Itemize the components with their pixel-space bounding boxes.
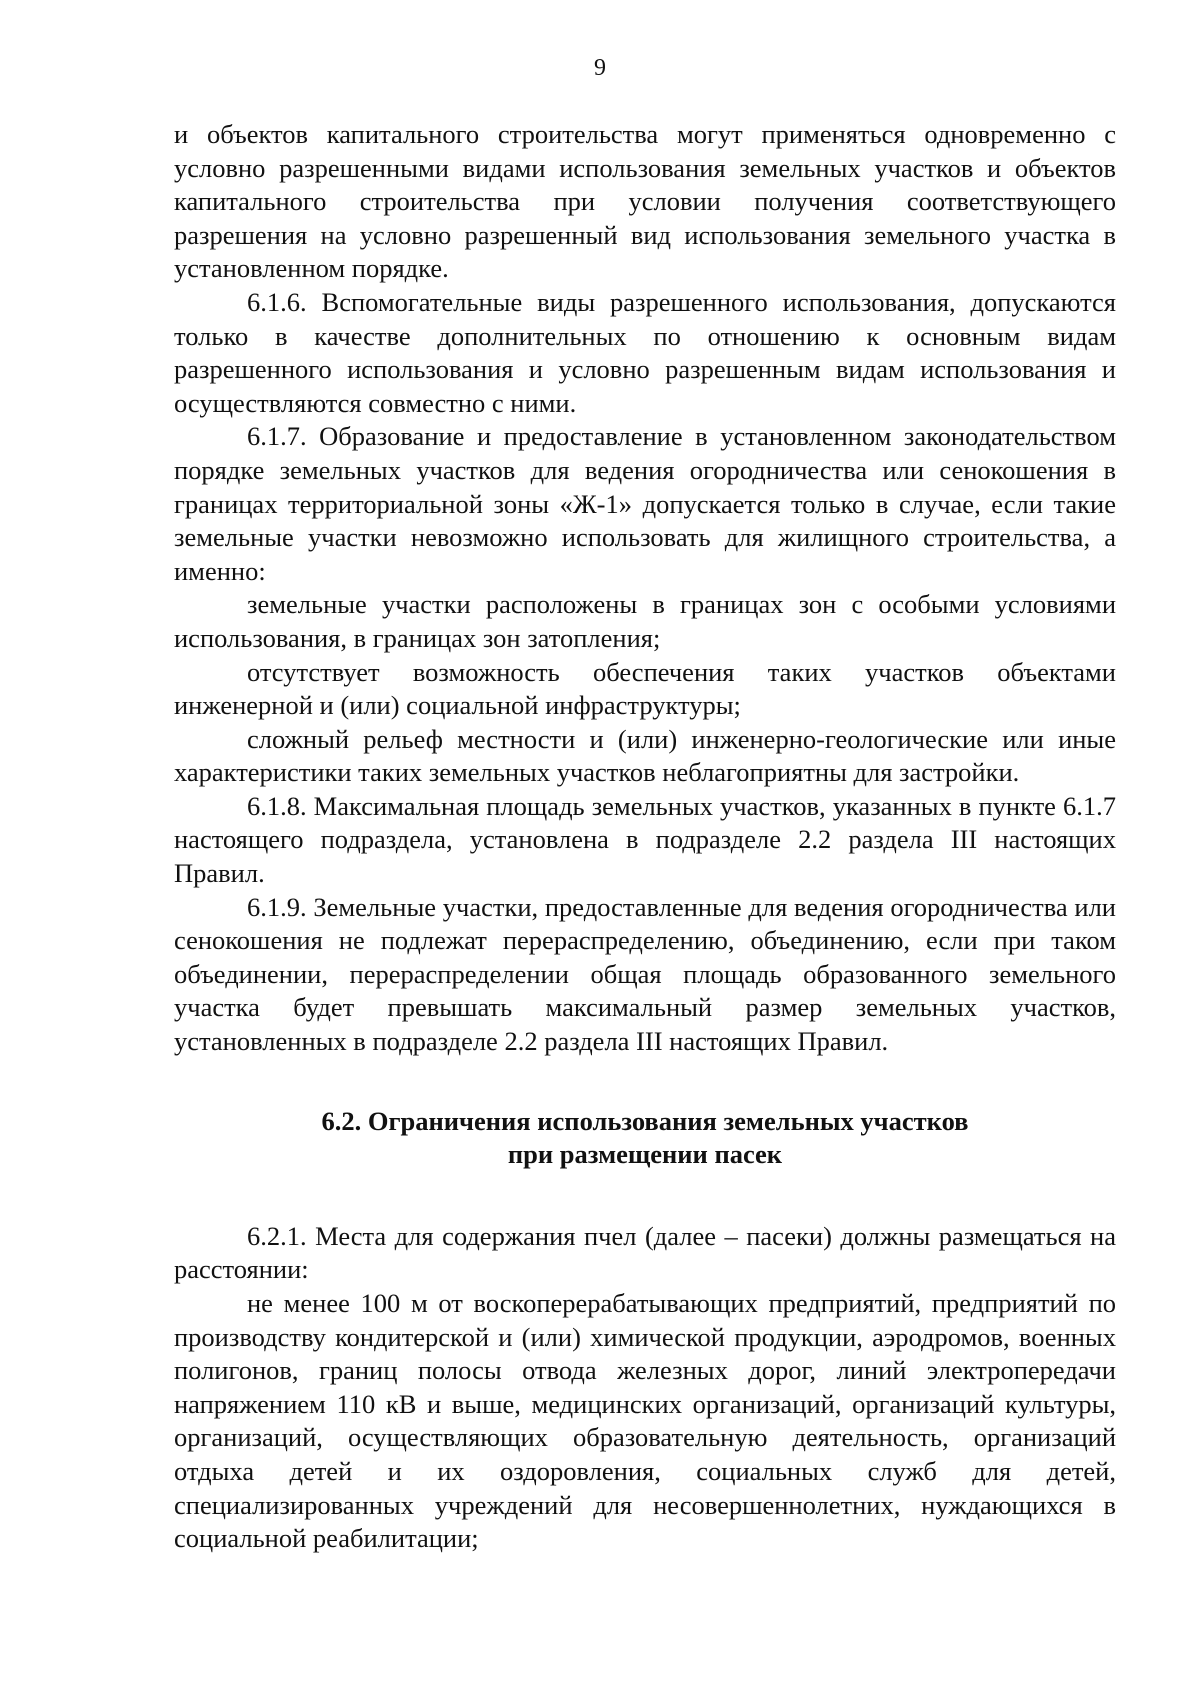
paragraph-6-1-8: 6.1.8. Максимальная площадь земельных участков, указанных в пункте 6.1.7 настоящего подраздела, установлена в подразделе 2.2 раздела III настоящих Правил. (174, 790, 1116, 889)
paragraph-list-item: земельные участки расположены в границах зон с особыми условиями использования, в границах зон затопления; (174, 589, 1116, 653)
page-number: 9 (594, 55, 606, 81)
paragraph-6-1-6: 6.1.6. Вспомогательные виды разрешенного использования, допускаются только в качестве дополнительных по отношению к основным видам разрешенного использования и условно разрешенным видам использования и осуществляются совместно с ними. (174, 286, 1116, 418)
section-heading-line-1: 6.2. Ограничения использования земельных участков (321, 1105, 969, 1136)
paragraph-list-item: сложный рельеф местности и (или) инженерно-геологические или иные характеристики таких земельных участков неблагоприятны для застройки. (174, 723, 1116, 788)
document-body (174, 118, 1116, 1556)
paragraph-list-item: не менее 100 м от воскоперерабатывающих предприятий, предприятий по производству кондитерской и (или) химической продукции, аэродромов, военных полигонов, границ полосы отвода железных дорог, линий электропередачи напряжением 110 кВ и выше, медицинских организаций, организаций культуры, организаций, осуществляющих образовательную деятельность, организаций отдыха детей и их оздоровления, социальных служб для детей, специализированных учреждений для несовершеннолетних, нуждающихся в социальной реабилитации; (174, 1288, 1116, 1554)
section-heading (174, 1105, 1116, 1172)
section-heading-line-2: при размещении пасек (507, 1139, 783, 1170)
paragraph-list-item: отсутствует возможность обеспечения таких участков объектами инженерной и (или) социальной инфраструктуры; (174, 656, 1116, 721)
paragraph-6-1-7: 6.1.7. Образование и предоставление в установленном законодательством порядке земельных участков для ведения огородничества или сенокошения в границах территориальной зоны «Ж-1» допускается только в случае, если такие земельные участки невозможно использовать для жилищного строительства, а именно: (174, 421, 1116, 586)
paragraph-6-2-1: 6.2.1. Места для содержания пчел (далее – пасеки) должны размещаться на расстоянии: (174, 1220, 1116, 1285)
paragraph-continuation: и объектов капитального строительства могут применяться одновременно с условно разрешенными видами использования земельных участков и объектов капитального строительства при условии получения соответствующего разрешения на условно разрешенный вид использования земельного участка в установленном порядке. (174, 119, 1116, 284)
paragraph-6-1-9: 6.1.9. Земельные участки, предоставленные для ведения огородничества или сенокошения не подлежат перераспределению, объединению, если при таком объединении, перераспределении общая площадь образованного земельного участка будет превышать максимальный размер земельных участков, установленных в подразделе 2.2 раздела III настоящих Правил. (174, 891, 1116, 1057)
